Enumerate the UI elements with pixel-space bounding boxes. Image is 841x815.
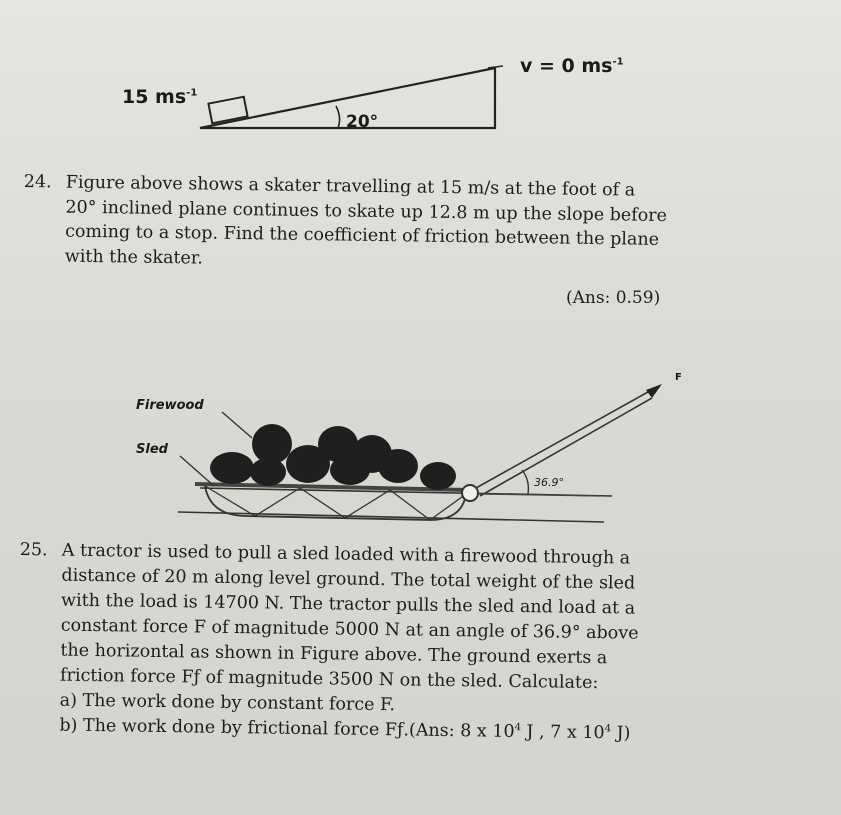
- initial-velocity-label: [122, 86, 197, 108]
- question-25-part-b-text: b) The work done by frictional force Fƒ.: [59, 715, 410, 741]
- incline-angle-label: 20°: [346, 112, 379, 132]
- tow-angle-arc: [522, 470, 528, 494]
- question-24: [23, 170, 668, 277]
- question-25-answer-mid: J , 7 x 10: [520, 722, 605, 744]
- sled-pointer: [180, 456, 214, 486]
- question-25: [17, 538, 640, 747]
- firewood-pointer: [222, 412, 252, 438]
- question-24-line-2: 20° inclined plane continues to skate up 12.8 m up the slope before: [65, 197, 668, 226]
- sled-label: Sled: [136, 442, 168, 457]
- final-velocity-label: [520, 55, 624, 77]
- initial-velocity-exponent: -1: [186, 87, 198, 99]
- question-25-line-4: constant force F of magnitude 5000 N at an angle of 36.9° above: [60, 615, 639, 644]
- initial-velocity-text: 15 ms: [122, 86, 187, 108]
- question-25-line-5: the horizontal as shown in Figure above. The ground exerts a: [60, 640, 608, 669]
- question-25-line-6: friction force Fƒ of magnitude 3500 N on the sled. Calculate:: [59, 665, 599, 694]
- question-24-answer: (Ans: 0.59): [566, 288, 661, 308]
- question-25-line-2: distance of 20 m along level ground. The total weight of the sled: [61, 565, 636, 594]
- question-24-line-4: with the skater.: [64, 246, 204, 269]
- question-25-line-3: with the load is 14700 N. The tractor pulls the sled and load at a: [60, 590, 636, 619]
- firewood-label: Firewood: [136, 398, 204, 413]
- question-25-number: 25.: [19, 539, 48, 561]
- force-label: F: [675, 372, 682, 383]
- question-24-number: 24.: [23, 171, 52, 193]
- incline-tick: [488, 66, 503, 68]
- tow-rod-b: [480, 398, 652, 496]
- ground-line-lower: [178, 512, 604, 522]
- sled-figure: [0, 360, 841, 560]
- final-velocity-text: v = 0 ms: [520, 55, 613, 77]
- question-25-answer-exp-1: 4: [514, 722, 522, 734]
- question-25-answer-suffix: J): [610, 723, 631, 744]
- question-24-line-1: Figure above shows a skater travelling at 15 m/s at the foot of a: [65, 172, 636, 201]
- final-velocity-exponent: -1: [612, 56, 624, 68]
- tow-rod-a: [476, 392, 648, 488]
- tow-angle-label: 36.9°: [534, 476, 564, 489]
- question-25-answer-prefix: (Ans: 8 x 10: [408, 720, 515, 742]
- question-25-line-1: A tractor is used to pull a sled loaded with a firewood through a: [61, 540, 631, 569]
- question-24-line-3: coming to a stop. Find the coefficient of friction between the plane: [65, 221, 660, 250]
- force-arrow-head: [646, 384, 662, 398]
- question-25-answer-exp-2: 4: [604, 723, 612, 735]
- question-25-part-a: a) The work done by constant force F.: [59, 690, 396, 716]
- angle-arc: [336, 106, 340, 128]
- tow-ring: [462, 485, 478, 501]
